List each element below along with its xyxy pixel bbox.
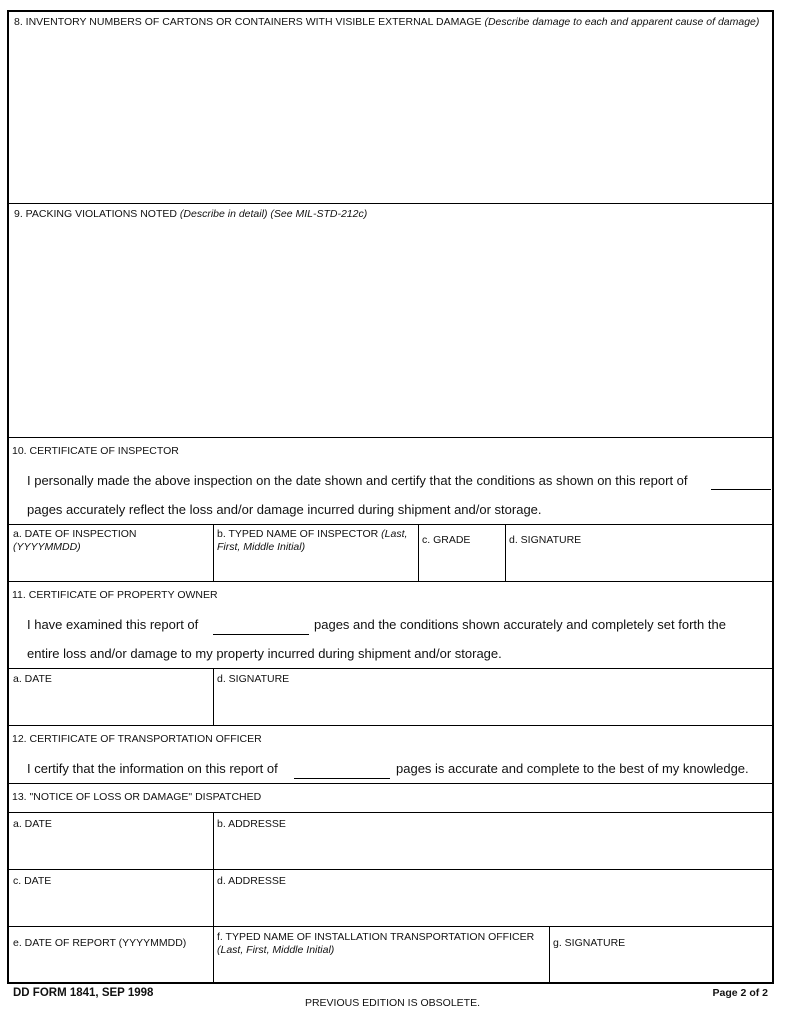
section-10-certificate-of-inspector — [9, 437, 772, 524]
report-date-field[interactable] — [9, 927, 213, 982]
section-8-hint: (Describe damage to each and apparent cause of damage) — [484, 16, 760, 28]
notice-date-a-field[interactable] — [9, 813, 213, 869]
owner-date-field[interactable] — [9, 669, 213, 725]
section-13-notice-dispatched — [9, 783, 772, 812]
inspection-date-label: a. DATE OF INSPECTION — [13, 528, 137, 540]
transportation-officer-signature-label: g. SIGNATURE — [553, 937, 626, 949]
section-10-label: 10. CERTIFICATE OF INSPECTOR — [12, 445, 179, 457]
inspector-signature-label: d. SIGNATURE — [509, 534, 582, 546]
section-13-row-2 — [9, 869, 772, 926]
section-13-row-1 — [9, 812, 772, 869]
notice-addressee-b-field[interactable] — [213, 813, 772, 869]
section-11-statement-line-1a: I have examined this report of — [27, 617, 199, 632]
inspector-signature-field[interactable] — [505, 525, 772, 581]
section-8-entry-area[interactable] — [11, 46, 770, 201]
inspector-name-title: b. TYPED NAME OF INSPECTOR — [217, 528, 379, 540]
inspector-name-hint-1: (Last, — [381, 528, 408, 540]
report-date-label: e. DATE OF REPORT (YYYYMMDD) — [13, 937, 187, 949]
section-10-statement-line-1: I personally made the above inspection on the date shown and certify that the conditions as shown on this report of — [27, 473, 688, 488]
section-9-title: 9. PACKING VIOLATIONS NOTED — [14, 208, 177, 220]
owner-date-label: a. DATE — [13, 673, 52, 685]
notice-date-c-label: c. DATE — [13, 875, 52, 887]
section-12-label: 12. CERTIFICATE OF TRANSPORTATION OFFICER — [12, 733, 262, 745]
section-12-certificate-of-transportation-officer — [9, 725, 772, 783]
inspector-name-label — [217, 528, 417, 541]
section-9-packing-violations — [9, 203, 772, 437]
transportation-officer-name-hint: (Last, First, Middle Initial) — [217, 944, 335, 956]
inspection-date-field[interactable] — [9, 525, 213, 581]
section-11-statement-line-1b: pages and the conditions shown accurately and completely set forth the — [314, 617, 726, 632]
section-10-fields-row — [9, 524, 772, 581]
section-10-statement-line-2: pages accurately reflect the loss and/or damage incurred during shipment and/or storage. — [27, 502, 542, 517]
notice-addressee-b-label: b. ADDRESSE — [217, 818, 286, 830]
section-13-label: 13. "NOTICE OF LOSS OR DAMAGE" DISPATCHED — [12, 791, 262, 803]
notice-addressee-d-label: d. ADDRESSE — [217, 875, 286, 887]
edition-notice: PREVIOUS EDITION IS OBSOLETE. — [304, 997, 481, 1009]
inspector-grade-label: c. GRADE — [422, 534, 471, 546]
section-9-label — [14, 208, 764, 221]
notice-date-c-field[interactable] — [9, 870, 213, 926]
section-11-pages-blank[interactable] — [213, 634, 309, 635]
notice-addressee-d-field[interactable] — [213, 870, 772, 926]
section-11-label: 11. CERTIFICATE OF PROPERTY OWNER — [12, 589, 218, 601]
inspector-grade-field[interactable] — [418, 525, 505, 581]
section-8-damage — [9, 12, 772, 203]
form-identifier: DD FORM 1841, SEP 1998 — [13, 987, 154, 999]
section-12-statement-line-1a: I certify that the information on this report of — [27, 761, 278, 776]
section-8-label — [14, 16, 764, 29]
transportation-officer-signature-field[interactable] — [549, 927, 772, 982]
section-9-hint: (Describe in detail) (See MIL-STD-212c) — [179, 208, 368, 220]
transportation-officer-name-field[interactable] — [213, 927, 549, 982]
inspection-date-hint: (YYYYMMDD) — [13, 541, 81, 553]
section-11-fields-row — [9, 668, 772, 725]
section-12-pages-blank[interactable] — [294, 778, 390, 779]
transportation-officer-name-label: f. TYPED NAME OF INSTALLATION TRANSPORTATION OFFICER — [217, 931, 535, 943]
section-9-entry-area[interactable] — [11, 226, 770, 435]
page-number: Page 2 of 2 — [712, 987, 768, 999]
notice-date-a-label: a. DATE — [13, 818, 52, 830]
section-11-statement-line-2: entire loss and/or damage to my property incurred during shipment and/or storage. — [27, 646, 502, 661]
dd-form-1841-page-2 — [7, 10, 774, 984]
section-11-certificate-of-property-owner — [9, 581, 772, 668]
owner-signature-label: d. SIGNATURE — [217, 673, 290, 685]
section-8-title: 8. INVENTORY NUMBERS OF CARTONS OR CONTAINERS WITH VISIBLE EXTERNAL DAMAGE — [14, 16, 482, 28]
section-10-pages-blank[interactable] — [711, 489, 771, 490]
inspector-name-field[interactable] — [213, 525, 418, 581]
inspector-name-hint-2: First, Middle Initial) — [217, 541, 306, 553]
section-12-statement-line-1b: pages is accurate and complete to the best of my knowledge. — [396, 761, 749, 776]
section-13-row-3 — [9, 926, 772, 982]
owner-signature-field[interactable] — [213, 669, 772, 725]
